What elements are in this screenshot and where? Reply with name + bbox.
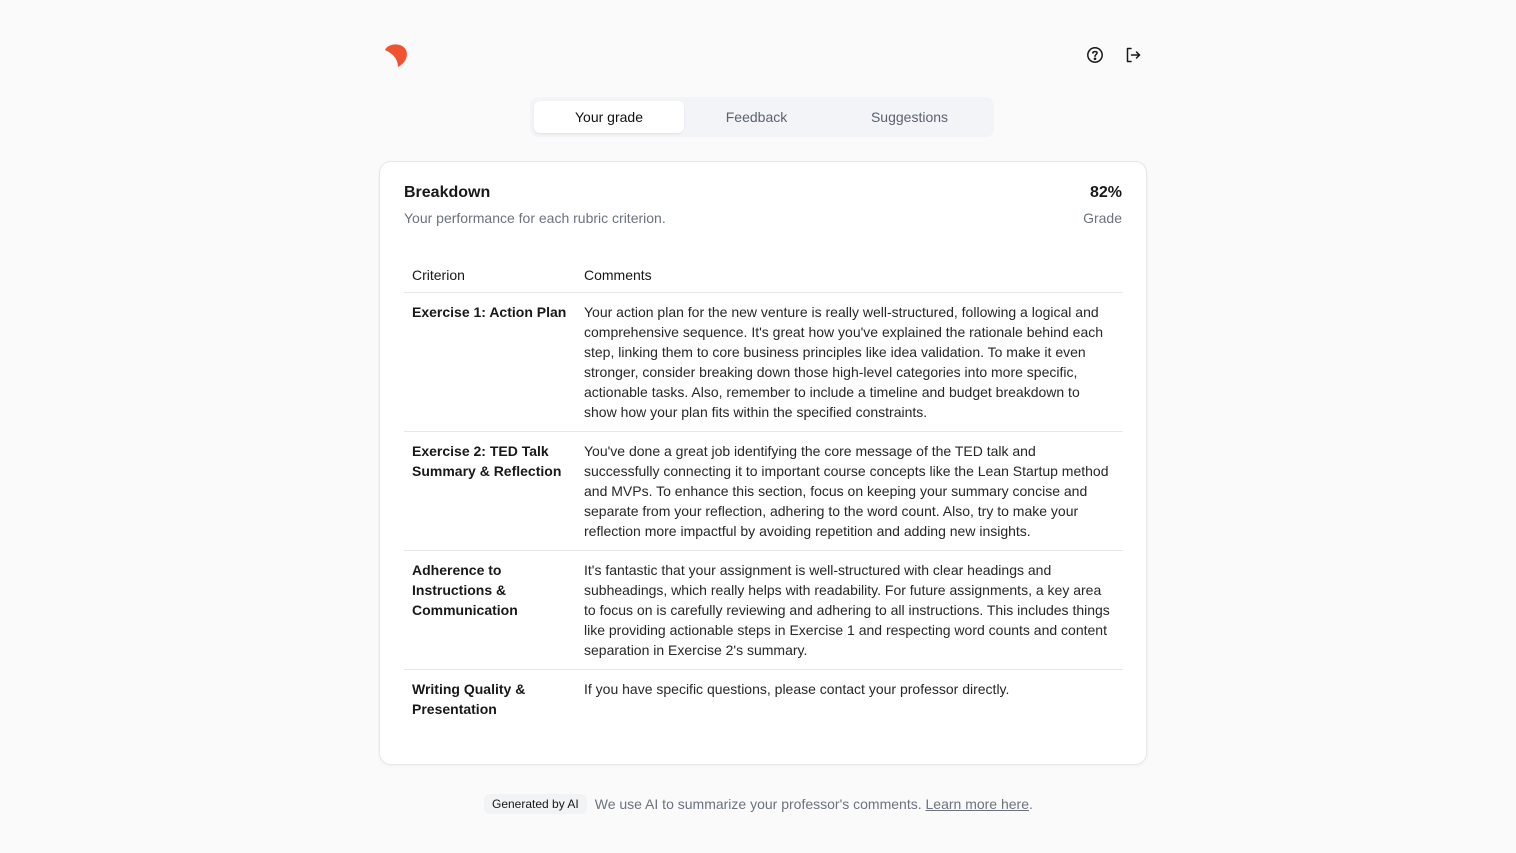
help-circle-icon[interactable] xyxy=(1084,44,1106,66)
tab-feedback[interactable]: Feedback xyxy=(725,109,788,125)
disclaimer-period: . xyxy=(1029,796,1033,812)
comment-cell: It's fantastic that your assignment is well-structured with clear headings and subheadings, which really helps with readability. For future assignments, a key area to focus on is carefully reviewing and adhering to all instructions. This includes things like providing actionable steps in Exercise 1 and respecting word counts and content separation in Exercise 2's summary. xyxy=(584,562,1110,658)
column-header-criterion: Criterion xyxy=(412,267,465,283)
ai-badge: Generated by AI xyxy=(484,794,587,814)
ai-disclaimer xyxy=(484,793,1033,815)
tab-suggestions[interactable]: Suggestions xyxy=(870,109,949,125)
tab-your-grade[interactable]: Your grade xyxy=(534,101,684,133)
comment-cell: You've done a great job identifying the core message of the TED talk and successfully connecting it to important course concepts like the Lean Startup method and MVPs. To enhance this section, focus on keeping your summary concise and separate from your reflection, adhering to the word count. Also, try to make your reflection more impactful by avoiding repetition and adding new insights. xyxy=(584,443,1109,539)
rubric-table xyxy=(404,258,1123,728)
grade-label: Grade xyxy=(1083,210,1122,226)
criterion-cell: Adherence to Instructions & Communication xyxy=(412,562,518,618)
criterion-cell: Exercise 1: Action Plan xyxy=(412,304,567,320)
card-subtitle: Your performance for each rubric criterion. xyxy=(404,210,666,226)
table-row xyxy=(404,670,1123,728)
column-header-comments: Comments xyxy=(584,267,652,283)
header-actions xyxy=(1084,44,1144,66)
card-title: Breakdown xyxy=(404,184,491,201)
tab-bar xyxy=(530,97,994,137)
logout-icon[interactable] xyxy=(1122,44,1144,66)
grade-value: 82% xyxy=(1089,184,1122,201)
learn-more-link[interactable]: Learn more here xyxy=(925,796,1030,812)
app-logo[interactable] xyxy=(382,42,410,70)
criterion-cell: Exercise 2: TED Talk Summary & Reflection xyxy=(412,443,562,479)
criterion-cell: Writing Quality & Presentation xyxy=(412,681,526,717)
disclaimer-text: We use AI to summarize your professor's comments. xyxy=(594,796,922,812)
comment-cell: Your action plan for the new venture is really well-structured, following a logical and comprehensive sequence. It's great how you've explained the rationale behind each step, linking them to core business principles like idea validation. To make it even stronger, consider breaking down those high-level categories into more specific, actionable tasks. Also, remember to include a timeline and budget breakdown to show how your plan fits within the specified constraints. xyxy=(584,304,1104,420)
table-row xyxy=(404,551,1123,670)
table-row xyxy=(404,293,1123,432)
table-header xyxy=(404,258,1123,293)
comment-cell: If you have specific questions, please contact your professor directly. xyxy=(584,681,1010,697)
table-row xyxy=(404,432,1123,551)
breakdown-card xyxy=(379,161,1147,765)
